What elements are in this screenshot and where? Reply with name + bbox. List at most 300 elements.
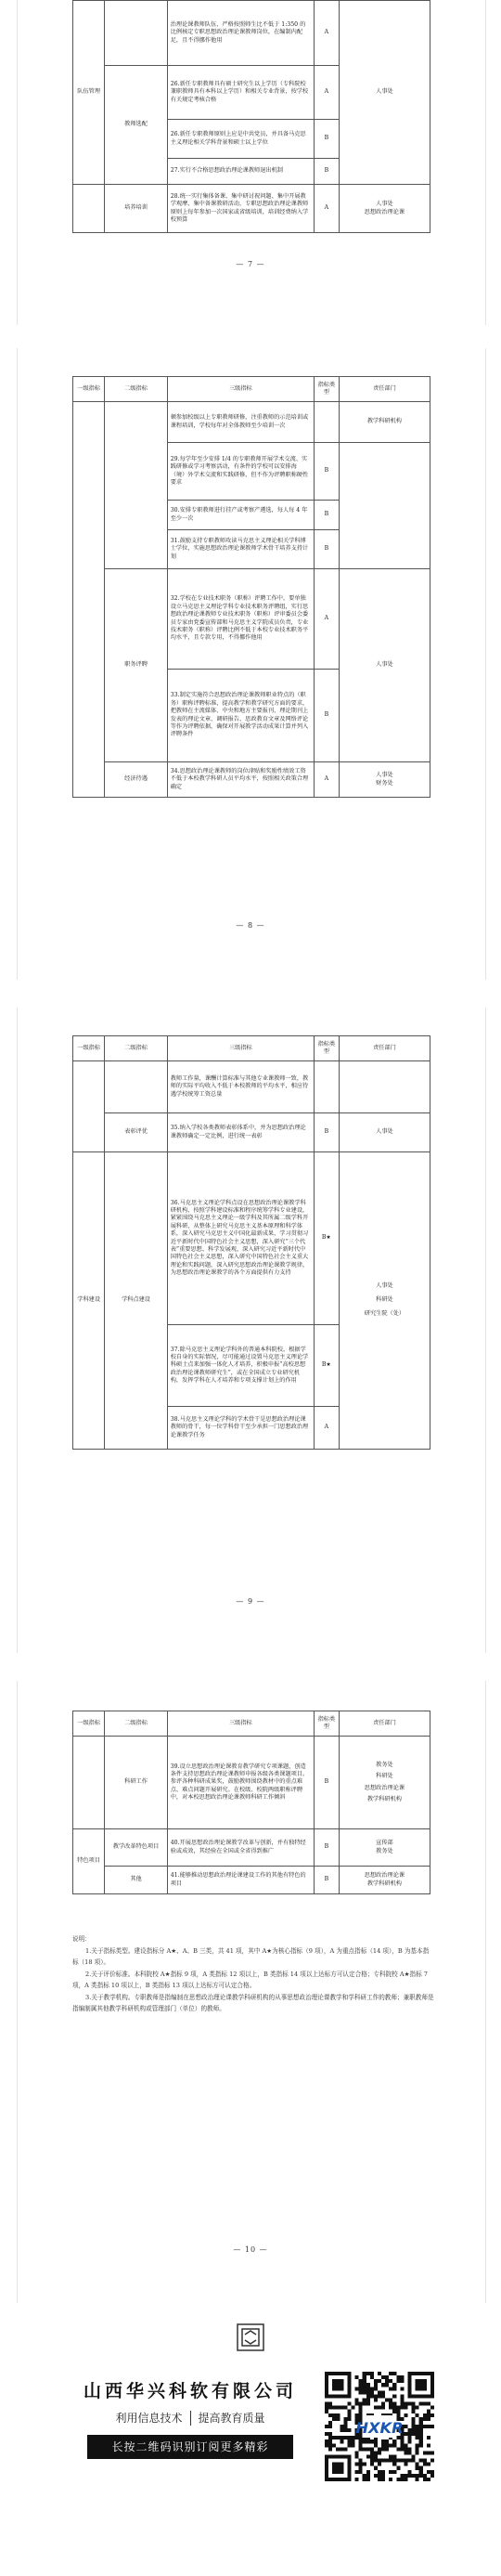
qr-module: [381, 2439, 385, 2443]
table-notes: [72, 1933, 434, 2015]
qr-module: [389, 2402, 392, 2406]
qr-module: [328, 2447, 332, 2451]
header-dept: 责任部门: [339, 377, 430, 402]
l2-cell: [105, 1, 167, 66]
qr-module: [392, 2372, 396, 2375]
qr-module: [392, 2470, 396, 2474]
qr-module: [363, 2390, 366, 2394]
qr-module: [408, 2470, 412, 2474]
qr-module: [359, 2379, 363, 2383]
qr-code-icon[interactable]: [325, 2372, 434, 2481]
qr-module: [366, 2387, 370, 2390]
qr-module: [359, 2406, 363, 2410]
dept-cell: [339, 1, 430, 185]
type-cell: B: [314, 1867, 339, 1894]
qr-module: [355, 2387, 359, 2390]
dept-cell: [339, 1061, 430, 1113]
qr-module: [427, 2463, 430, 2466]
qr-module: [359, 2463, 363, 2466]
qr-module: [374, 2474, 378, 2478]
qr-module: [374, 2439, 378, 2443]
qr-module: [370, 2387, 374, 2390]
qr-module: [381, 2459, 385, 2463]
company-logo-icon: [237, 2323, 264, 2351]
qr-module: [378, 2463, 381, 2466]
qr-module: [363, 2478, 366, 2481]
type-cell: A: [314, 569, 339, 670]
qr-module: [328, 2439, 332, 2443]
qr-module: [427, 2443, 430, 2447]
note-item: 2.关于评价标准。本科院校 A★指标 9 项，A 类指标 12 项以上，B 类指标 14 项以上达标方可认定合格；专科院校 A★指标 7 项，A 类指标 10 项以上，B 类指标 13 项以上达标方可认定合格。: [72, 1970, 429, 1990]
l2-cell: 职务评聘: [105, 569, 167, 762]
qr-module: [374, 2466, 378, 2470]
qr-module: [378, 2390, 381, 2394]
qr-module: [343, 2406, 347, 2410]
l3-cell: 30.安排专职教师进行挂产或考察产遴选，每人每 4 年至少一次: [167, 501, 314, 530]
qr-module: [389, 2372, 392, 2375]
table-header-row: [73, 1711, 430, 1737]
qr-module: [378, 2394, 381, 2398]
table-row: [73, 762, 430, 798]
qr-module: [423, 2474, 427, 2478]
qr-module: [366, 2390, 370, 2394]
qr-module: [408, 2432, 412, 2436]
qr-module: [363, 2375, 366, 2379]
qr-module: [419, 2402, 423, 2406]
qr-module: [416, 2463, 419, 2466]
table-row: [73, 402, 430, 443]
qr-module: [396, 2379, 400, 2383]
qr-module: [430, 2474, 434, 2478]
qr-module: [385, 2379, 389, 2383]
type-cell: A: [314, 66, 339, 120]
qr-module: [385, 2443, 389, 2447]
qr-module: [412, 2428, 416, 2432]
l3-cell: 36.马克思主义理论学科点设在思想政治理论课教学科研机构，按照学科建设标准和程序统筹学科专业建设，紧紧围绕马克思主义理论一级学科及其所属二级学科开展科研，从整体上研究马克思主义基本原理和科学体系，深入研究马克思主义中国化最新成果，学习贯彻习近平新时代中国特色社会主义思想，深入研究“三个代表”重要思想、科学发展观，深入研究习近平新时代中国特色社会主义思想，深入研究中国特色社会主义重大理论和实践问题，深入研究思想政治理论课教学规律，为思想政治理论课教学的各个方面提供有力支持: [167, 1152, 314, 1325]
qr-module: [351, 2436, 354, 2439]
qr-module: [355, 2375, 359, 2379]
qr-module: [381, 2375, 385, 2379]
qr-module: [396, 2375, 400, 2379]
qr-module: [340, 2428, 343, 2432]
l3-cell: 27.实行不合格思想政治理论课教师退出机制: [167, 159, 314, 185]
l3-cell: 治理论课教师队伍，严格按照师生比不低于 1:350 的比例核定专职思想政治理论课教师岗位，在编制内配足，且不得挪作他用: [167, 1, 314, 66]
qr-module: [366, 2455, 370, 2459]
l3-cell: 26.新任专职教师具有硕士研究生以上学历（专科院校兼职教师具有本科以上学历）和相关专业背景，按学校有关规定考核合格: [167, 66, 314, 120]
qr-module: [396, 2406, 400, 2410]
l2-cell: 教学改革特色项目: [105, 1829, 167, 1867]
qr-module: [412, 2410, 416, 2413]
qr-module: [363, 2398, 366, 2401]
qr-module: [340, 2406, 343, 2410]
qr-module: [328, 2432, 332, 2436]
qr-module: [389, 2455, 392, 2459]
qr-module: [412, 2455, 416, 2459]
qr-module: [404, 2459, 407, 2463]
qr-module: [370, 2372, 374, 2375]
qr-module: [328, 2443, 332, 2447]
qr-module: [408, 2436, 412, 2439]
qr-module: [396, 2447, 400, 2451]
table-row: [73, 1829, 430, 1867]
qr-module: [408, 2439, 412, 2443]
qr-module: [427, 2417, 430, 2421]
qr-module: [430, 2406, 434, 2410]
qr-module: [378, 2474, 381, 2478]
qr-module: [359, 2402, 363, 2406]
l1-cell: 特色项目: [73, 1829, 105, 1894]
qr-module: [374, 2394, 378, 2398]
qr-module: [325, 2425, 328, 2428]
qr-module: [336, 2447, 340, 2451]
header-type: 指标类型: [314, 1711, 339, 1737]
qr-module: [392, 2387, 396, 2390]
type-cell: B: [314, 443, 339, 501]
qr-module: [381, 2383, 385, 2387]
qr-module: [400, 2402, 404, 2406]
qr-module: [423, 2451, 427, 2454]
qr-module: [378, 2459, 381, 2463]
qr-module: [392, 2459, 396, 2463]
qr-module: [336, 2417, 340, 2421]
qr-module: [381, 2474, 385, 2478]
qr-module: [378, 2379, 381, 2383]
notes-title: 说明：: [72, 1935, 91, 1943]
qr-module: [347, 2439, 351, 2443]
qr-module: [385, 2383, 389, 2387]
qr-module: [404, 2413, 407, 2417]
l2-cell: 科研工作: [105, 1737, 167, 1829]
qr-module: [366, 2394, 370, 2398]
qr-module: [400, 2474, 404, 2478]
qr-module: [385, 2447, 389, 2451]
l1-cell: 队伍管理: [73, 1, 105, 185]
qr-module: [419, 2470, 423, 2474]
l2-cell: 教师选配: [105, 66, 167, 185]
note-item: 3.关于教学机构。专职教师是指编制在思想政治理论课教学科研机构的从事思想政治理论课教学和学科研工作的教师；兼职教师是指编制属其他教学科研机构或管理部门（单位）的教师。: [72, 1993, 434, 2013]
qr-module: [347, 2402, 351, 2406]
qr-module: [416, 2466, 419, 2470]
l3-cell: 32.学校在专业技术职务（职称）评聘工作中，要单独设立马克思主义理论学科专业技术职务评聘组，实行思想政治理论课教师专业技术职务（职称）评审委员会委员专家由党委宣传部和马克思主义学院成员负责，专业技术职务（职称）评聘比例不低于本校专业技术职务平均水平，且专款专用，不得挪作他用: [167, 569, 314, 670]
qr-module: [392, 2463, 396, 2466]
qr-module: [374, 2383, 378, 2387]
qr-module: [370, 2394, 374, 2398]
qr-module: [366, 2372, 370, 2375]
qr-module: [400, 2478, 404, 2481]
header-l2: 二级指标: [105, 377, 167, 402]
qr-module: [404, 2432, 407, 2436]
qr-module: [370, 2463, 374, 2466]
l2-cell: [105, 1061, 167, 1113]
page-number: — 10 —: [233, 2245, 268, 2254]
qr-module: [351, 2406, 354, 2410]
qr-module: [381, 2443, 385, 2447]
dept-cell: 宣传部 教务处: [339, 1829, 430, 1867]
qr-module: [359, 2410, 363, 2413]
qr-module: [385, 2439, 389, 2443]
qr-module: [381, 2394, 385, 2398]
qr-module: [419, 2436, 423, 2439]
qr-module: [374, 2459, 378, 2463]
qr-module: [430, 2451, 434, 2454]
qr-module: [396, 2410, 400, 2413]
page-number: — 9 —: [236, 1597, 265, 1606]
qr-module: [392, 2402, 396, 2406]
qr-module: [370, 2459, 374, 2463]
l3-cell: 34.思想政治理论课教师的岗位津贴和奖励性绩效工资不低于本校教学科研人员平均水平，按照相关政策合理确定: [167, 762, 314, 798]
qr-module: [412, 2402, 416, 2406]
qr-module: [328, 2436, 332, 2439]
qr-module: [332, 2406, 336, 2410]
qr-module: [355, 2402, 359, 2406]
l1-cell: [73, 185, 105, 233]
qr-module: [400, 2447, 404, 2451]
qr-module: [378, 2406, 381, 2410]
qr-module: [381, 2447, 385, 2451]
qr-module: [419, 2439, 423, 2443]
qr-module: [328, 2413, 332, 2417]
qr-module: [389, 2387, 392, 2390]
qr-module: [419, 2459, 423, 2463]
type-cell: B: [314, 1829, 339, 1867]
qr-module: [430, 2413, 434, 2417]
qr-module: [363, 2379, 366, 2383]
qr-module: [332, 2413, 336, 2417]
qr-module: [374, 2406, 378, 2410]
qr-module: [359, 2413, 363, 2417]
qr-module: [427, 2436, 430, 2439]
header-type: 指标类型: [314, 1036, 339, 1061]
dept-cell: 教学科研机构: [339, 402, 430, 443]
qr-module: [408, 2402, 412, 2406]
table-row: [73, 1113, 430, 1152]
header-l1: 一级指标: [73, 1036, 105, 1061]
qr-module: [423, 2402, 427, 2406]
qr-module: [427, 2451, 430, 2454]
l3-cell: 37.除马克思主义理论学科外的普通本科院校，根据学校自身的实际情况，尽可能通过设置马克思主义理论学科硕士点来加强一体化人才培养，积极申报“高校思想政治理论课教师研究生”，或在全国成立专业研究机构，发挥学科在人才培养和专项支撑计划上的作用: [167, 1325, 314, 1407]
indicator-table-page-7: [72, 0, 430, 233]
qr-module: [374, 2455, 378, 2459]
qr-module: [359, 2390, 363, 2394]
qr-module: [389, 2478, 392, 2481]
qr-module: [389, 2379, 392, 2383]
qr-module: [392, 2410, 396, 2413]
qr-module: [347, 2428, 351, 2432]
type-cell: B: [314, 1113, 339, 1152]
qr-module: [416, 2428, 419, 2432]
qr-module: [423, 2417, 427, 2421]
qr-module: [416, 2443, 419, 2447]
qr-module: [381, 2390, 385, 2394]
qr-module: [412, 2425, 416, 2428]
l3-cell: 41.能够推动思想政治理论课建设工作的其他有特色的项目: [167, 1867, 314, 1894]
qr-module: [404, 2474, 407, 2478]
qr-module: [347, 2443, 351, 2447]
qr-module: [359, 2383, 363, 2387]
qr-module: [416, 2447, 419, 2451]
qr-module: [355, 2455, 359, 2459]
l3-cell: 31.鼓励支持专职教师攻读马克思主义理论相关学科博士学位，实施思想政治理论课教师学术骨干培养支持计划: [167, 530, 314, 569]
qr-module: [332, 2417, 336, 2421]
qr-module: [412, 2417, 416, 2421]
qr-module: [378, 2478, 381, 2481]
slogan-row: [65, 2410, 315, 2426]
qr-module: [389, 2459, 392, 2463]
qr-module: [419, 2417, 423, 2421]
qr-module: [370, 2451, 374, 2454]
qr-module: [336, 2406, 340, 2410]
l3-cell: 28.统一实行集体备课、集中研讨祝问题、集中开展教学观摩、集中备课教研活动，专职思想政治理论课教师原则上每年参加一次国家或省级培训，培训经费纳入学校预算: [167, 185, 314, 233]
qr-module: [370, 2455, 374, 2459]
qr-module: [381, 2470, 385, 2474]
qr-module: [416, 2432, 419, 2436]
qr-module: [412, 2406, 416, 2410]
qr-module: [336, 2413, 340, 2417]
header-dept: 责任部门: [339, 1711, 430, 1737]
qr-module: [400, 2406, 404, 2410]
qr-module: [355, 2470, 359, 2474]
qr-module: [328, 2421, 332, 2425]
qr-module: [374, 2379, 378, 2383]
qr-module: [392, 2406, 396, 2410]
header-l1: 一级指标: [73, 1711, 105, 1737]
qr-module: [343, 2417, 347, 2421]
l3-cell: 29.每学年至少安排 1/4 的专职教师开展学术交流、实践研修或学习考察活动，有条件的学校可以安排海（境）外学术交流和实践研修，但不作为评聘职称硬性要求: [167, 443, 314, 501]
qr-module: [423, 2459, 427, 2463]
indicator-table-page-8: [72, 376, 430, 798]
qr-module: [400, 2439, 404, 2443]
qr-module: [351, 2439, 354, 2443]
qr-module: [427, 2410, 430, 2413]
qr-module: [340, 2447, 343, 2451]
indicator-table-page-9: [72, 1035, 430, 1450]
l2-cell: 经济待遇: [105, 762, 167, 798]
qr-module: [412, 2459, 416, 2463]
qr-module: [363, 2474, 366, 2478]
qr-module: [412, 2432, 416, 2436]
page-number: — 8 —: [236, 921, 265, 930]
qr-module: [328, 2425, 332, 2428]
l1-cell: 学科建设: [73, 1152, 105, 1450]
qr-module: [400, 2443, 404, 2447]
l1-cell: [73, 1061, 105, 1152]
qr-module: [366, 2439, 370, 2443]
qr-module: [355, 2478, 359, 2481]
qr-module: [392, 2394, 396, 2398]
dept-cell: 人事处: [339, 569, 430, 762]
qr-module: [340, 2439, 343, 2443]
type-cell: A: [314, 1, 339, 66]
dept-cell: 教务处 科研处 思想政治理论课 教学科研机构: [339, 1737, 430, 1829]
qr-module: [363, 2447, 366, 2451]
indicator-table-page-10: [72, 1711, 430, 1894]
qr-module: [381, 2406, 385, 2410]
qr-module: [419, 2432, 423, 2436]
qr-module: [378, 2447, 381, 2451]
qr-module: [328, 2406, 332, 2410]
qr-module: [359, 2459, 363, 2463]
qr-module: [355, 2463, 359, 2466]
qr-module: [336, 2436, 340, 2439]
qr-module: [430, 2470, 434, 2474]
qr-module: [430, 2459, 434, 2463]
qr-module: [416, 2413, 419, 2417]
qr-module: [374, 2398, 378, 2401]
qr-module: [378, 2451, 381, 2454]
qr-module: [363, 2402, 366, 2406]
qr-module: [427, 2470, 430, 2474]
qr-module: [400, 2459, 404, 2463]
table-row: [73, 1867, 430, 1894]
qr-module: [359, 2387, 363, 2390]
header-type: 指标类型: [314, 377, 339, 402]
qr-module: [363, 2463, 366, 2466]
qr-module: [359, 2443, 363, 2447]
type-cell: B: [314, 159, 339, 185]
type-cell: B: [314, 1737, 339, 1829]
qr-module: [404, 2463, 407, 2466]
l2-cell: 培养培训: [105, 185, 167, 233]
qr-module: [396, 2459, 400, 2463]
qr-module: [430, 2425, 434, 2428]
qr-module: [370, 2439, 374, 2443]
l3-cell: 26.新任专职教师原则上应是中共党员，并具备马克思主义理论相关学科背景和硕士以上学位: [167, 120, 314, 159]
qr-module: [392, 2439, 396, 2443]
qr-module: [408, 2428, 412, 2432]
qr-module: [325, 2410, 328, 2413]
qr-module: [404, 2478, 407, 2481]
qr-module: [385, 2375, 389, 2379]
type-cell: B★: [314, 1325, 339, 1407]
type-cell: B: [314, 670, 339, 762]
qr-module: [332, 2436, 336, 2439]
l2-cell: 学科点建设: [105, 1152, 167, 1450]
qr-module: [392, 2443, 396, 2447]
qr-module: [396, 2413, 400, 2417]
qr-brand-text: HXKR: [355, 2418, 404, 2437]
qr-module: [347, 2417, 351, 2421]
qr-module: [416, 2451, 419, 2454]
qr-module: [347, 2413, 351, 2417]
qr-module: [359, 2447, 363, 2451]
qr-module: [412, 2421, 416, 2425]
type-cell: B: [314, 530, 339, 569]
qr-module: [366, 2402, 370, 2406]
type-cell: B: [314, 120, 339, 159]
qr-module: [343, 2447, 347, 2451]
l1-cell: [73, 402, 105, 798]
qr-module: [400, 2375, 404, 2379]
qr-module: [416, 2474, 419, 2478]
type-cell: [314, 402, 339, 443]
type-cell: B★: [314, 1152, 339, 1325]
company-name: 山西华兴科软有限公司: [83, 2381, 297, 2401]
qr-module: [366, 2474, 370, 2478]
type-cell: A: [314, 1407, 339, 1450]
type-cell: A: [314, 185, 339, 233]
qr-module: [419, 2466, 423, 2470]
qr-module: [408, 2447, 412, 2451]
qr-module: [385, 2459, 389, 2463]
qr-module: [374, 2387, 378, 2390]
qr-module: [359, 2439, 363, 2443]
qr-module: [404, 2451, 407, 2454]
dept-cell: 人事处 科研处 研究生院（处）: [339, 1152, 430, 1450]
qr-module: [359, 2470, 363, 2474]
qr-module: [416, 2425, 419, 2428]
qr-module: [359, 2466, 363, 2470]
table-header-row: [73, 377, 430, 402]
